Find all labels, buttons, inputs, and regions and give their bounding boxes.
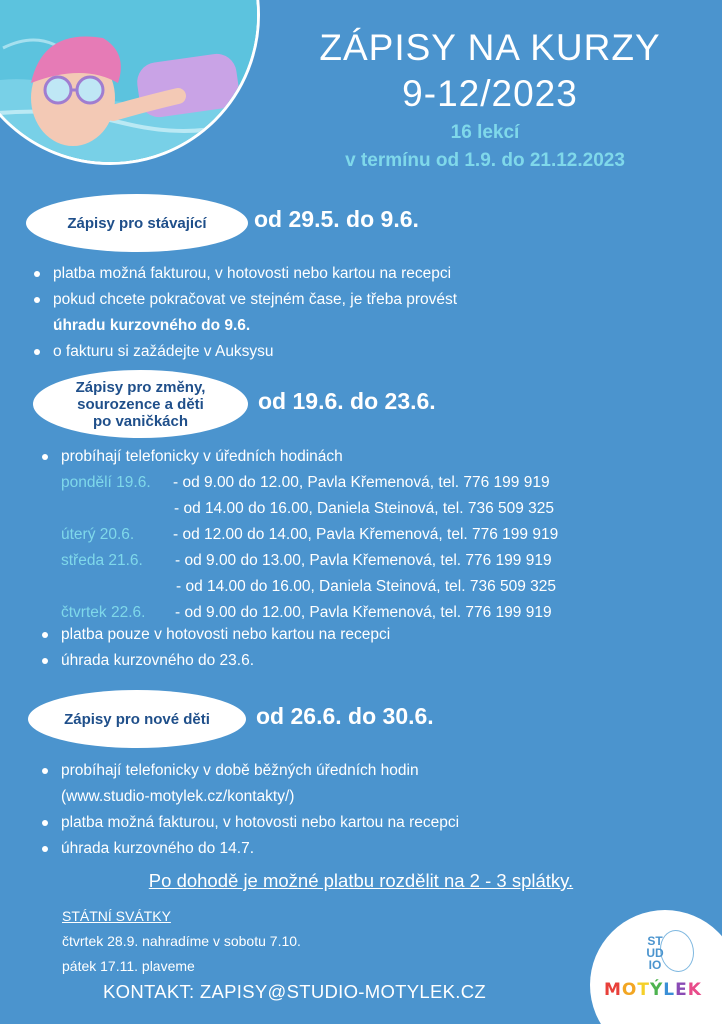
- schedule-row: [61, 548, 661, 574]
- logo-letter: T: [637, 980, 650, 1000]
- bullet-dot: [42, 820, 48, 826]
- bullet-dot: [34, 271, 40, 277]
- list-item: [40, 622, 390, 648]
- section2-dates: od 19.6. do 23.6.: [258, 388, 436, 414]
- studio-motylek-logo: [590, 910, 722, 1024]
- title-line-1: ZÁPISY NA KURZY: [319, 27, 661, 68]
- bullet-dot: [42, 846, 48, 852]
- holiday-line: čtvrtek 28.9. nahradíme v sobotu 7.10.: [62, 933, 301, 949]
- holidays-block: [62, 904, 301, 979]
- list-item: [32, 261, 457, 287]
- list-item-continuation: [32, 313, 457, 339]
- list-item: [40, 810, 459, 836]
- schedule-day: pondělí 19.6.: [61, 474, 151, 491]
- logo-letter: K: [687, 980, 702, 1000]
- holidays-heading: STÁTNÍ SVÁTKY: [62, 908, 171, 924]
- schedule-day: čtvrtek 22.6.: [61, 604, 146, 621]
- schedule-text: - od 12.00 do 14.00, Pavla Křemenová, tel. 776 199 919: [173, 526, 559, 543]
- logo-studio-line: ST: [647, 934, 663, 948]
- list-item-text: probíhají telefonicky v době běžných úředních hodin: [61, 762, 419, 779]
- holiday-line: pátek 17.11. plaveme: [62, 958, 195, 974]
- page-title: [270, 25, 710, 117]
- logo-letter: L: [663, 980, 676, 1000]
- swimmer-photo: [0, 0, 260, 165]
- list-item: [40, 648, 390, 674]
- schedule-row: [61, 496, 661, 522]
- section1-dates: od 29.5. do 9.6.: [254, 206, 419, 232]
- logo-letter: M: [604, 980, 622, 1000]
- schedule-day: úterý 20.6.: [61, 526, 135, 543]
- list-item-text: úhrada kurzovného do 14.7.: [61, 840, 255, 857]
- list-item-text: platba možná fakturou, v hotovosti nebo kartou na recepci: [53, 265, 452, 282]
- list-item: [32, 287, 457, 313]
- list-item-continuation: [40, 784, 459, 810]
- list-item: [40, 444, 343, 470]
- list-item-text: pokud chcete pokračovat ve stejném čase, je třeba provést: [53, 291, 458, 308]
- logo-letter: O: [621, 980, 638, 1000]
- logo-motylek-text: [604, 980, 702, 1000]
- bullet-dot: [42, 632, 48, 638]
- schedule-row: [61, 522, 661, 548]
- section3-list: [40, 758, 459, 862]
- logo-studio-text: [635, 935, 675, 971]
- section2-badge-line2: sourozence a děti: [77, 395, 204, 413]
- section3-dates: od 26.6. do 30.6.: [256, 703, 434, 729]
- section2-badge-line3: po vaničkách: [92, 412, 189, 430]
- section2-badge-line1: Zápisy pro změny,: [75, 378, 206, 396]
- website-link[interactable]: (www.studio-motylek.cz/kontakty/): [61, 788, 295, 805]
- logo-studio-line: UD: [646, 946, 664, 960]
- section1-badge: Zápisy pro stávající: [26, 194, 248, 252]
- bullet-dot: [42, 454, 48, 460]
- logo-studio-line: IO: [648, 958, 662, 972]
- bullet-dot: [34, 349, 40, 355]
- list-item-text: platba možná fakturou, v hotovosti nebo kartou na recepci: [61, 814, 460, 831]
- section3-badge: Zápisy pro nové děti: [28, 690, 246, 748]
- list-item-text: o fakturu si zažádejte v Auksysu: [53, 343, 274, 360]
- schedule-text: - od 9.00 do 12.00, Pavla Křemenová, tel. 776 199 919: [173, 474, 550, 491]
- section2-intro-list: [40, 444, 343, 470]
- bullet-dot: [42, 768, 48, 774]
- list-item-text: probíhají telefonicky v úředních hodinách: [61, 448, 343, 465]
- schedule-row: [61, 470, 661, 496]
- list-item: [40, 758, 459, 784]
- section2-list: [40, 622, 390, 674]
- schedule-text: - od 14.00 do 16.00, Daniela Steinová, tel. 736 509 325: [174, 500, 555, 517]
- bullet-dot: [42, 658, 48, 664]
- list-item-text: platba pouze v hotovosti nebo kartou na recepci: [61, 626, 391, 643]
- logo-letter: Ý: [649, 980, 664, 1000]
- schedule-text: - od 9.00 do 13.00, Pavla Křemenová, tel. 776 199 919: [175, 552, 552, 569]
- schedule-text: - od 9.00 do 12.00, Pavla Křemenová, tel. 776 199 919: [175, 604, 552, 621]
- lessons-count: 16 lekcí: [450, 122, 520, 143]
- installments-note: Po dohodě je možné platbu rozdělit na 2 - 3 splátky.: [148, 870, 574, 891]
- title-line-2: 9-12/2023: [402, 73, 578, 114]
- bullet-dot: [34, 297, 40, 303]
- schedule-day: středa 21.6.: [61, 552, 143, 569]
- list-item-text: úhradu kurzovného do 9.6.: [53, 317, 251, 334]
- phone-schedule: [61, 470, 661, 626]
- list-item: [32, 339, 457, 365]
- list-item: [40, 836, 459, 862]
- swimmer-illustration: [0, 0, 260, 165]
- logo-letter: E: [675, 980, 688, 1000]
- schedule-text: - od 14.00 do 16.00, Daniela Steinová, tel. 736 509 325: [176, 578, 557, 595]
- list-item-text: úhrada kurzovného do 23.6.: [61, 652, 255, 669]
- schedule-row: [61, 574, 661, 600]
- section2-badge: [33, 370, 248, 438]
- section1-list: [32, 261, 457, 365]
- term-dates: v termínu od 1.9. do 21.12.2023: [345, 150, 625, 171]
- contact-email[interactable]: KONTAKT: ZAPISY@STUDIO-MOTYLEK.CZ: [103, 981, 486, 1002]
